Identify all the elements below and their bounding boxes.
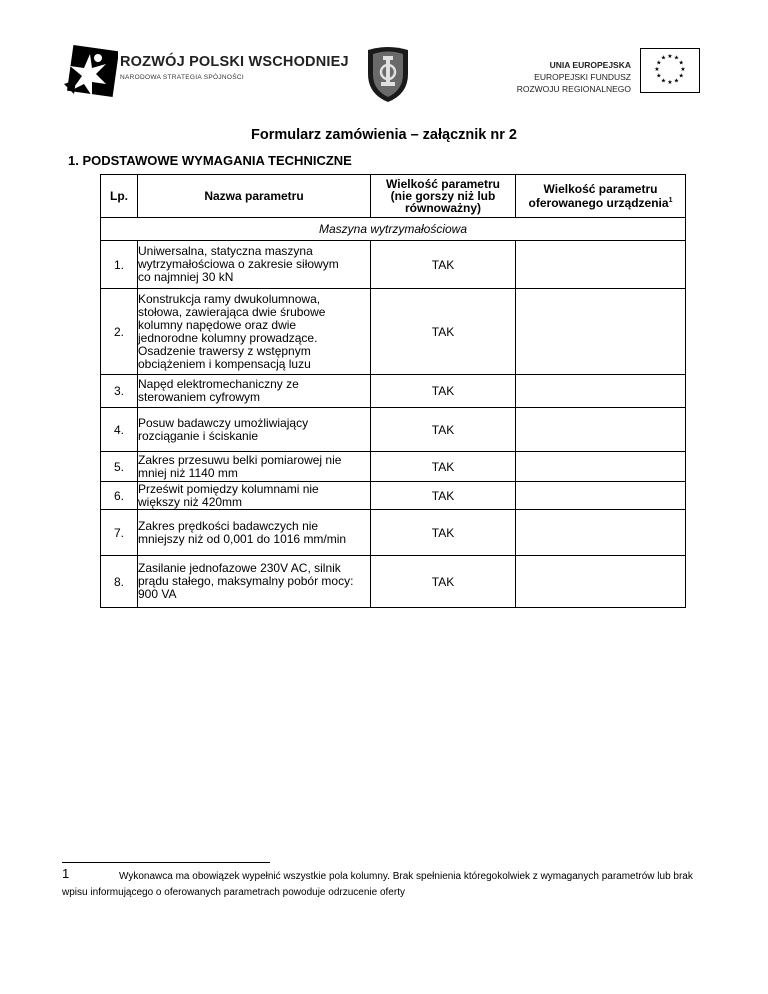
left-logo-subtitle: NARODOWA STRATEGIA SPÓJNOŚCI xyxy=(120,74,244,81)
param-line: większy niż 420mm xyxy=(138,494,243,509)
header-required-line1: Wielkość parametru xyxy=(386,177,500,191)
row-offered-value-cell[interactable] xyxy=(516,482,686,510)
eu-line3: ROZWOJU REGIONALNEGO xyxy=(516,84,631,94)
table-row xyxy=(101,510,686,556)
eu-line1: UNIA EUROPEJSKA xyxy=(549,60,631,70)
document-title: Formularz zamówienia – załącznik nr 2 xyxy=(251,127,517,143)
table-row xyxy=(101,408,686,452)
param-line: Napęd elektromechaniczny ze xyxy=(138,377,299,391)
row-required-value: TAK xyxy=(371,510,516,556)
param-line: Zasilanie jednofazowe 230V AC, silnik xyxy=(138,561,341,575)
row-lp: 2. xyxy=(101,289,138,375)
footnote-text: Wykonawca ma obowiązek wypełnić wszystkie pola kolumny. Brak spełnienia któregokolwiek z wymaganych parametrów lub brak wpisu informującego o oferowanych parametrach powoduje odrzucenie oferty xyxy=(62,871,693,898)
param-line: Posuw badawczy umożliwiający xyxy=(138,415,309,430)
header-offered-line2 xyxy=(516,195,685,209)
param-line: Uniwersalna, statyczna maszyna xyxy=(138,244,313,258)
header-lp: Lp. xyxy=(101,175,138,218)
svg-text:★: ★ xyxy=(678,72,684,80)
row-parameter xyxy=(138,241,371,289)
group-label: Maszyna wytrzymałościowa xyxy=(101,218,686,241)
header-offered-line2-text: oferowanego urządzenia xyxy=(528,196,669,210)
param-line: Konstrukcja ramy dwukolumnowa, xyxy=(138,291,321,306)
university-crest-icon xyxy=(364,44,412,104)
row-parameter xyxy=(138,556,371,608)
row-required-value: TAK xyxy=(371,556,516,608)
row-offered-value-cell[interactable] xyxy=(516,241,686,289)
row-lp: 6. xyxy=(101,482,138,510)
param-line: Zakres prędkości badawczych nie xyxy=(138,518,319,533)
eu-line2: EUROPEJSKI FUNDUSZ xyxy=(534,72,631,82)
param-line: jednorodne kolumny prowadzące. xyxy=(138,330,318,345)
param-line: Osadzenie trawersy z wstępnym xyxy=(138,343,311,358)
svg-text:★: ★ xyxy=(656,72,662,80)
param-line: rozciąganie i ściskanie xyxy=(138,428,259,443)
row-lp: 7. xyxy=(101,510,138,556)
svg-text:★: ★ xyxy=(673,77,680,85)
header-parameter-name: Nazwa parametru xyxy=(138,175,371,218)
left-logo-title: ROZWÓJ POLSKI WSCHODNIEJ xyxy=(120,54,349,70)
svg-text:★: ★ xyxy=(660,54,667,62)
table-group-row xyxy=(101,218,686,241)
row-required-value: TAK xyxy=(371,289,516,375)
header-required-line3: równoważny) xyxy=(404,201,481,215)
row-parameter xyxy=(138,408,371,452)
param-line: kolumny napędowe oraz dwie xyxy=(138,317,297,332)
row-required-value: TAK xyxy=(371,482,516,510)
param-line: obciążeniem i kompensacją luzu xyxy=(138,356,311,371)
svg-text:★: ★ xyxy=(654,66,660,73)
section-title: 1. PODSTAWOWE WYMAGANIA TECHNICZNE xyxy=(68,153,352,168)
svg-text:★: ★ xyxy=(673,54,680,62)
row-parameter xyxy=(138,375,371,408)
table-row xyxy=(101,556,686,608)
row-lp: 8. xyxy=(101,556,138,608)
param-line: co najmniej 30 kN xyxy=(138,270,234,284)
svg-text:★: ★ xyxy=(680,66,686,73)
row-parameter xyxy=(138,452,371,482)
row-offered-value-cell[interactable] xyxy=(516,289,686,375)
footnote-separator xyxy=(62,862,270,863)
row-lp: 3. xyxy=(101,375,138,408)
svg-text:★: ★ xyxy=(660,77,667,85)
row-required-value: TAK xyxy=(371,408,516,452)
param-line: mniejszy niż od 0,001 do 1016 mm/min xyxy=(138,531,347,546)
footnote-number: 1 xyxy=(62,866,70,881)
row-offered-value-cell[interactable] xyxy=(516,452,686,482)
polish-eagle-logo-icon xyxy=(62,44,118,102)
row-parameter xyxy=(138,510,371,556)
param-line: sterowaniem cyfrowym xyxy=(138,390,261,404)
param-line: wytrzymałościowa o zakresie siłowym xyxy=(138,257,339,271)
row-lp: 4. xyxy=(101,408,138,452)
header-required-line2: (nie gorszy niż lub xyxy=(390,189,496,203)
svg-text:★: ★ xyxy=(667,53,673,60)
row-offered-value-cell[interactable] xyxy=(516,408,686,452)
rozwoj-polski-wschodniej-logo xyxy=(62,44,349,102)
row-parameter xyxy=(138,289,371,375)
row-offered-value-cell[interactable] xyxy=(516,556,686,608)
eu-fund-label xyxy=(500,59,631,95)
svg-text:★: ★ xyxy=(678,59,684,67)
param-line: 900 VA xyxy=(138,587,177,601)
table-row xyxy=(101,482,686,510)
row-parameter xyxy=(138,482,371,510)
row-lp: 1. xyxy=(101,241,138,289)
row-required-value: TAK xyxy=(371,452,516,482)
table-row xyxy=(101,375,686,408)
table-header-row xyxy=(101,175,686,218)
row-offered-value-cell[interactable] xyxy=(516,375,686,408)
table-row xyxy=(101,452,686,482)
header-required-value xyxy=(371,175,516,218)
header-offered-value xyxy=(516,175,686,218)
param-line: Prześwit pomiędzy kolumnami nie xyxy=(138,481,319,496)
technical-requirements-table xyxy=(100,174,686,608)
row-offered-value-cell[interactable] xyxy=(516,510,686,556)
eu-flag-icon xyxy=(640,48,700,93)
table-row xyxy=(101,289,686,375)
table-row xyxy=(101,241,686,289)
param-line: prądu stałego, maksymalny pobór mocy: xyxy=(138,574,354,588)
svg-text:★: ★ xyxy=(667,79,673,86)
footnote-ref: 1 xyxy=(668,197,673,204)
svg-text:★: ★ xyxy=(656,59,662,67)
row-required-value: TAK xyxy=(371,375,516,408)
param-line: Zakres przesuwu belki pomiarowej nie xyxy=(138,452,342,467)
row-lp: 5. xyxy=(101,452,138,482)
param-line: mniej niż 1140 mm xyxy=(138,465,238,480)
row-required-value: TAK xyxy=(371,241,516,289)
param-line: stołowa, zawierająca dwie śrubowe xyxy=(138,304,326,319)
header-offered-line1: Wielkość parametru xyxy=(543,182,658,196)
